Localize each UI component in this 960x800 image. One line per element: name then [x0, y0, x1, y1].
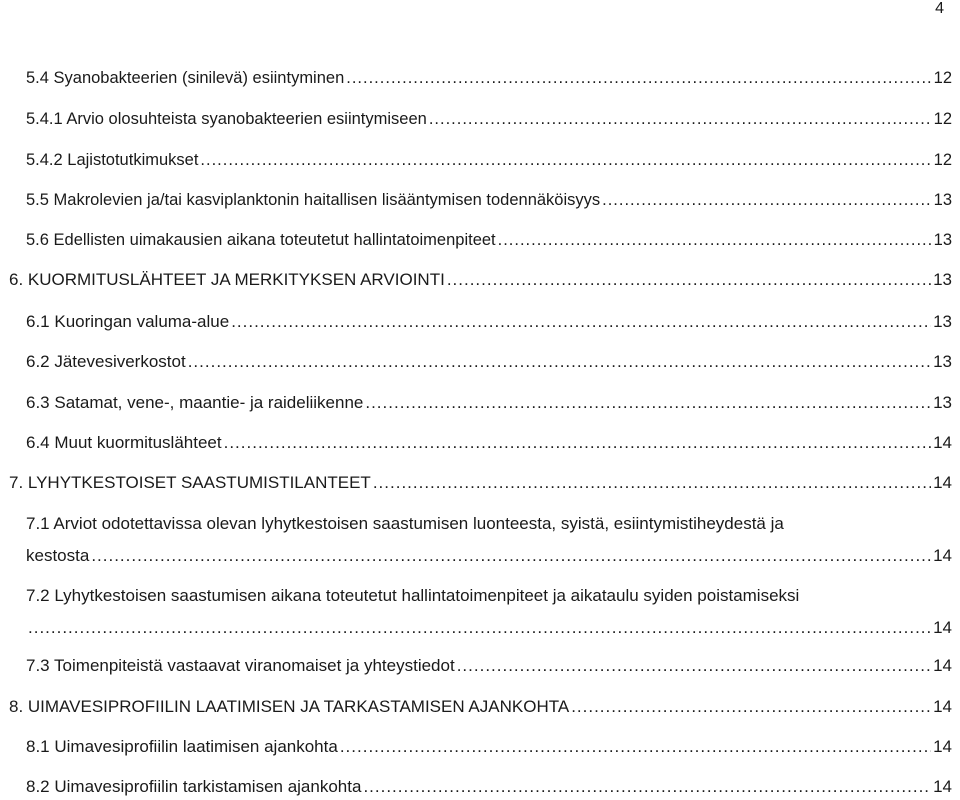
- toc-leader-dots: [457, 656, 931, 676]
- toc-entry-page: 14: [933, 433, 952, 452]
- toc-entry[interactable]: [26, 230, 952, 250]
- toc-leader-dots: [363, 777, 931, 797]
- toc-entry[interactable]: [26, 352, 952, 372]
- toc-leader-dots: [571, 697, 931, 717]
- toc-leader-dots: [340, 737, 931, 757]
- toc-leader-dots: [188, 352, 931, 372]
- toc-entry-title: 5.5 Makrolevien ja/tai kasviplanktonin haitallisen lisääntymisen todennäköisyys: [26, 191, 601, 209]
- toc-leader-dots: [602, 190, 932, 210]
- page-number: 4: [935, 0, 944, 17]
- toc-entry-title: 8.2 Uimavesiprofiilin tarkistamisen ajankohta: [26, 777, 362, 796]
- toc-entry[interactable]: [26, 433, 952, 453]
- toc-leader-dots: [200, 150, 931, 170]
- toc-entry-title: 7.2 Lyhytkestoisen saastumisen aikana toteutetut hallintatoimenpiteet ja aikataulu syiden poistamiseksi: [26, 586, 800, 605]
- toc-entry-page: 14: [933, 777, 952, 796]
- toc-entry-page: 14: [933, 737, 952, 756]
- toc-entry[interactable]: [26, 586, 952, 638]
- toc-entry-title: 5.6 Edellisten uimakausien aikana toteutetut hallintatoimenpiteet: [26, 231, 496, 249]
- toc-leader-dots: [373, 473, 931, 493]
- toc-entry-page: 14: [933, 618, 952, 637]
- toc-entry[interactable]: [26, 109, 952, 129]
- toc-entry-page: 14: [933, 656, 952, 675]
- toc-entry-title: 6.3 Satamat, vene-, maantie- ja raideliikenne: [26, 393, 364, 412]
- toc-entry[interactable]: [26, 514, 952, 566]
- toc-entry-title: 7. LYHYTKESTOISET SAASTUMISTILANTEET: [9, 473, 371, 492]
- toc-entry-title: 6.4 Muut kuormituslähteet: [26, 433, 222, 452]
- toc-entry-page: 14: [933, 697, 952, 716]
- toc-leader-dots: [28, 618, 931, 638]
- toc-entry-page: 13: [933, 231, 952, 249]
- toc-leader-dots: [447, 270, 931, 290]
- toc-entry-title: 5.4.2 Lajistotutkimukset: [26, 151, 199, 169]
- toc-leader-dots: [224, 433, 931, 453]
- toc-entry[interactable]: [26, 312, 952, 332]
- toc-entry[interactable]: [26, 737, 952, 757]
- toc-entry-page: 13: [933, 270, 952, 289]
- toc-entry-title: 6.1 Kuoringan valuma-alue: [26, 312, 230, 331]
- toc-entry-title: 7.3 Toimenpiteistä vastaavat viranomaiset ja yhteystiedot: [26, 656, 455, 675]
- toc-entry-title: 6.2 Jätevesiverkostot: [26, 352, 186, 371]
- toc-entry-page: 12: [933, 151, 952, 169]
- toc-leader-dots: [498, 230, 932, 250]
- toc-entry[interactable]: [9, 270, 952, 290]
- toc-entry-title: 6. KUORMITUSLÄHTEET JA MERKITYKSEN ARVIOINTI: [9, 270, 445, 289]
- toc-leader-dots: [91, 546, 931, 566]
- toc-entry[interactable]: [26, 656, 952, 676]
- toc-entry-page: 13: [933, 352, 952, 371]
- toc-entry[interactable]: [26, 190, 952, 210]
- toc-entry[interactable]: [26, 393, 952, 413]
- toc-entry-page: 12: [933, 110, 952, 128]
- toc-leader-dots: [346, 68, 931, 88]
- toc-entry-page: 14: [933, 473, 952, 492]
- toc-leader-dots: [231, 312, 931, 332]
- toc-entry[interactable]: [9, 473, 952, 493]
- toc-entry-title-continued: kestosta: [26, 546, 90, 565]
- toc-entry[interactable]: [26, 68, 952, 88]
- toc-entry-title: 5.4.1 Arvio olosuhteista syanobakteerien esiintymiseen: [26, 110, 427, 128]
- toc-entry[interactable]: [26, 150, 952, 170]
- toc-entry-title: 8. UIMAVESIPROFIILIN LAATIMISEN JA TARKASTAMISEN AJANKOHTA: [9, 697, 570, 716]
- toc-entry-page: 13: [933, 191, 952, 209]
- toc-entry-page: 13: [933, 393, 952, 412]
- toc-entry-page: 14: [933, 546, 952, 565]
- toc-leader-dots: [429, 109, 932, 129]
- toc-entry-title: 5.4 Syanobakteerien (sinilevä) esiintyminen: [26, 69, 345, 87]
- toc-entry-title: 7.1 Arviot odotettavissa olevan lyhytkestoisen saastumisen luonteesta, syistä, esiintymistiheydestä ja: [26, 514, 784, 533]
- toc-entry-page: 13: [933, 312, 952, 331]
- toc-entry-page: 12: [933, 69, 952, 87]
- toc-entry[interactable]: [26, 777, 952, 797]
- toc-leader-dots: [365, 393, 931, 413]
- toc-entry-title: 8.1 Uimavesiprofiilin laatimisen ajankohta: [26, 737, 338, 756]
- toc-entry[interactable]: [9, 697, 952, 717]
